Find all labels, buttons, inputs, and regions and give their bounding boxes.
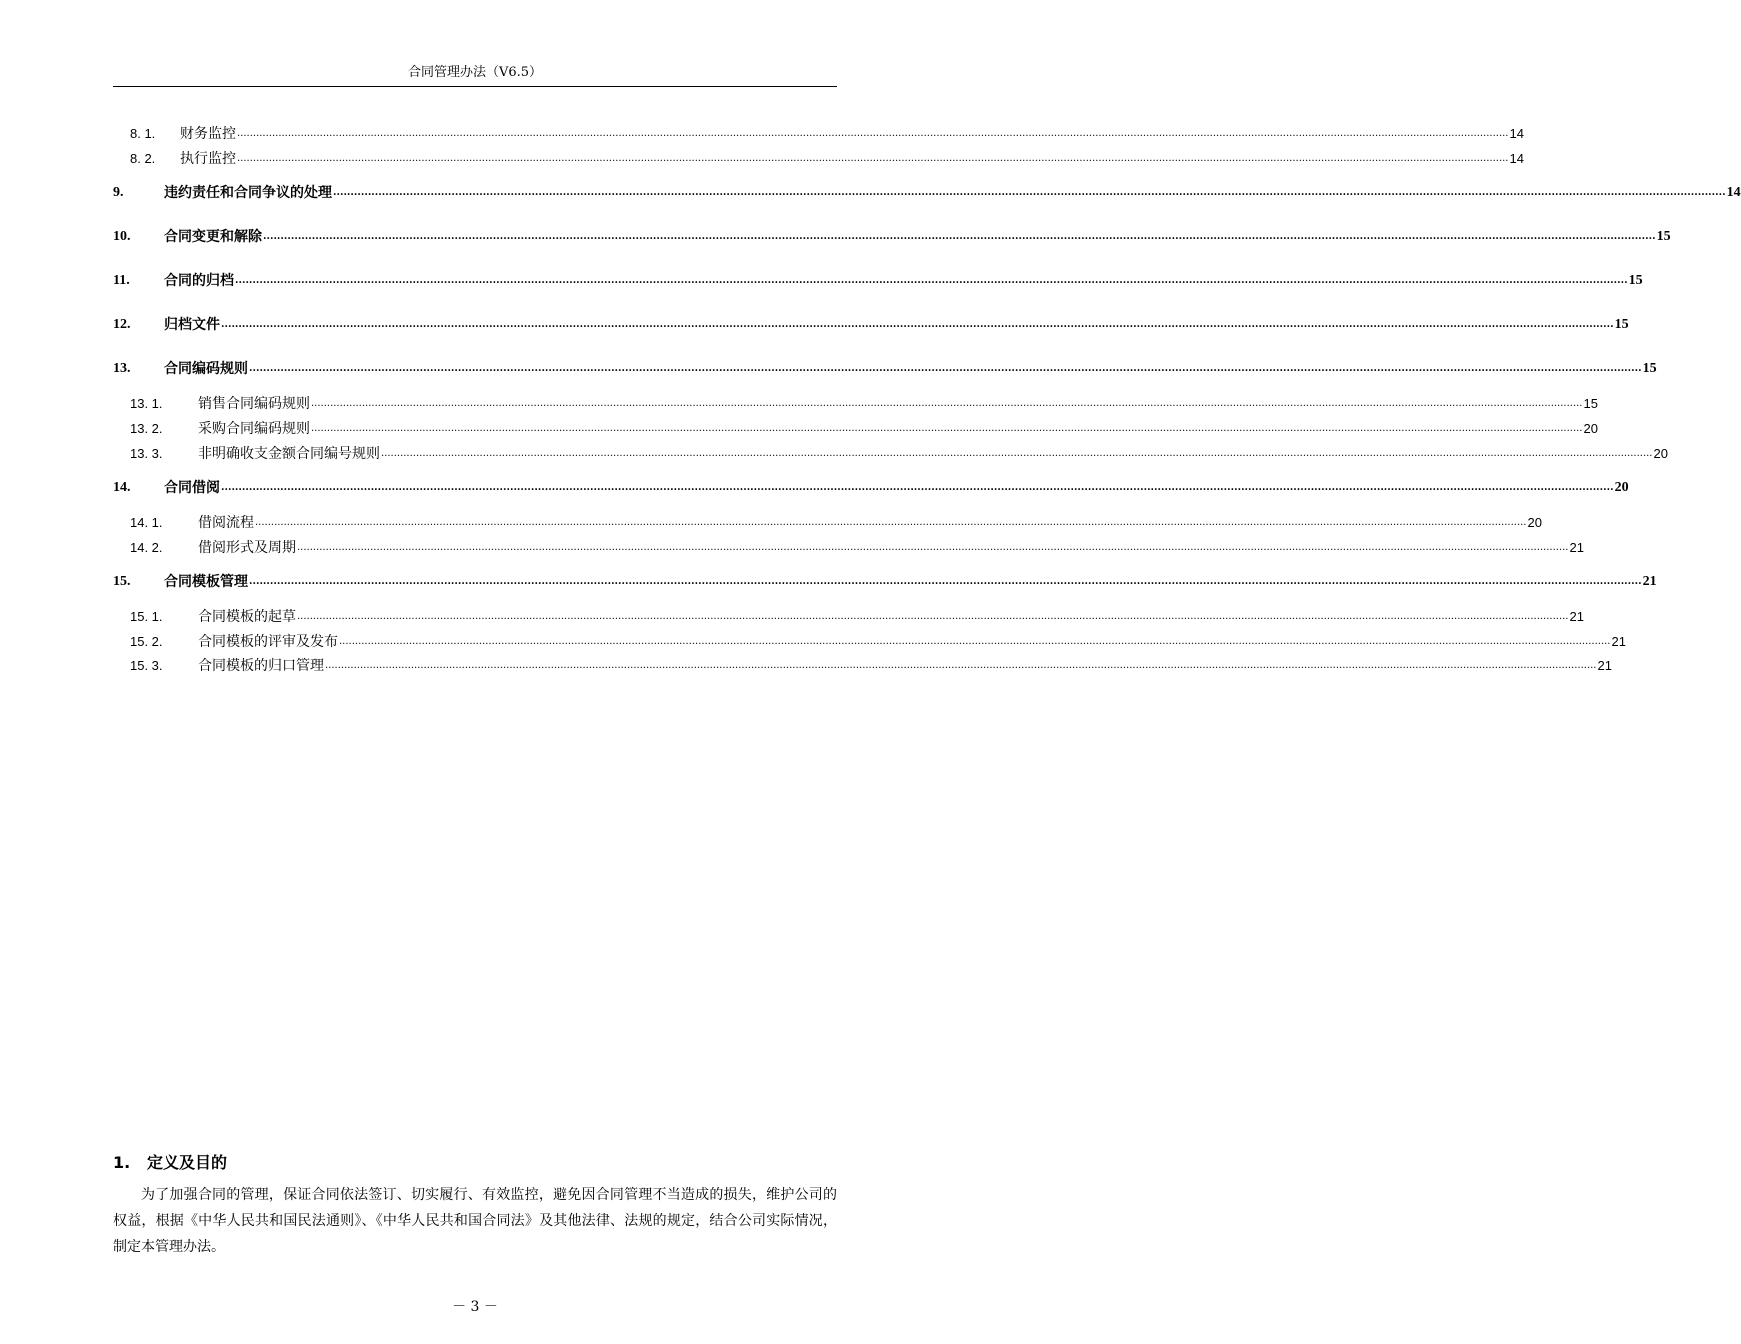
toc-entry-title: 执行监控 xyxy=(180,151,236,167)
toc-dot-leader: ................................................................................................................................................................................................................................................................................................................................................................................................................ xyxy=(237,128,1509,139)
toc-entry-title: 合同编码规则 xyxy=(164,361,248,377)
toc-entry-page: 20 xyxy=(1653,446,1668,461)
toc-entry[interactable] xyxy=(113,656,1612,676)
toc-entry-number: 15. xyxy=(113,574,131,589)
toc-entry-number: 15. 1. xyxy=(130,609,163,624)
toc-entry-number: 15. 2. xyxy=(130,634,163,649)
toc-entry-number: 10. xyxy=(113,229,131,244)
toc-entry[interactable] xyxy=(113,149,1524,169)
toc-dot-leader: ................................................................................................................................................................................................................................................................................................................................................................................................................ xyxy=(297,542,1569,553)
toc-entry[interactable] xyxy=(113,419,1598,439)
toc-entry-title: 合同借阅 xyxy=(164,480,220,496)
toc-entry-page: 21 xyxy=(1569,609,1584,624)
toc-dot-leader: ................................................................................................................................................................................................................................................................................................................................................................................................................ xyxy=(339,636,1611,647)
toc-entry[interactable] xyxy=(113,513,1542,533)
toc-dot-leader: ................................................................................................................................................................................................................................................................................................................................................................................................................ xyxy=(249,363,1642,374)
toc-entry-page: 21 xyxy=(1642,574,1657,589)
toc-entry[interactable] xyxy=(113,315,1629,335)
toc-entry-page: 20 xyxy=(1527,515,1542,530)
toc-entry-page: 20 xyxy=(1614,480,1629,495)
toc-entry-number: 15. 3. xyxy=(130,658,163,673)
toc-dot-leader: ................................................................................................................................................................................................................................................................................................................................................................................................................ xyxy=(221,482,1614,493)
toc-entry-page: 15 xyxy=(1583,396,1598,411)
toc-entry-number: 13. 2. xyxy=(130,421,163,436)
toc-entry[interactable] xyxy=(113,607,1584,627)
toc-entry-page: 20 xyxy=(1583,421,1598,436)
toc-dot-leader: ................................................................................................................................................................................................................................................................................................................................................................................................................ xyxy=(255,517,1527,528)
toc-entry[interactable] xyxy=(113,478,1629,498)
toc-entry-number: 13. xyxy=(113,361,131,376)
section-heading xyxy=(113,1150,227,1173)
toc-entry-number: 14. 1. xyxy=(130,515,163,530)
toc-entry-title: 借阅形式及周期 xyxy=(198,540,296,556)
toc-entry[interactable] xyxy=(113,632,1626,652)
toc-dot-leader: ................................................................................................................................................................................................................................................................................................................................................................................................................ xyxy=(311,398,1583,409)
toc-entry-title: 财务监控 xyxy=(180,126,236,142)
toc-entry-title: 合同模板的归口管理 xyxy=(198,658,324,674)
toc-entry[interactable] xyxy=(113,359,1657,379)
section-paragraph: 为了加强合同的管理，保证合同依法签订、切实履行、有效监控，避免因合同管理不当造成的损失，维护公司的权益，根据《中华人民共和国民法通则》、《中华人民共和国合同法》及其他法律、法规的规定，结合公司实际情况，制定本管理办法。 xyxy=(113,1187,837,1255)
toc-dot-leader: ................................................................................................................................................................................................................................................................................................................................................................................................................ xyxy=(235,275,1628,286)
toc-dot-leader: ................................................................................................................................................................................................................................................................................................................................................................................................................ xyxy=(311,423,1583,434)
toc-entry-number: 14. xyxy=(113,480,131,495)
toc-entry-page: 14 xyxy=(1726,185,1741,200)
toc-entry-page: 15 xyxy=(1656,229,1671,244)
toc-dot-leader: ................................................................................................................................................................................................................................................................................................................................................................................................................ xyxy=(325,660,1597,671)
page-footer xyxy=(0,1296,950,1316)
toc-dot-leader: ................................................................................................................................................................................................................................................................................................................................................................................................................ xyxy=(333,187,1726,198)
toc-entry[interactable] xyxy=(113,124,1524,144)
toc-dot-leader: ................................................................................................................................................................................................................................................................................................................................................................................................................ xyxy=(297,611,1569,622)
toc-dot-leader: ................................................................................................................................................................................................................................................................................................................................................................................................................ xyxy=(237,153,1509,164)
toc-entry-number: 8. 2. xyxy=(130,151,156,166)
toc-entry-title: 合同变更和解除 xyxy=(164,229,262,245)
toc-dot-leader: ................................................................................................................................................................................................................................................................................................................................................................................................................ xyxy=(221,319,1614,330)
toc-entry[interactable] xyxy=(113,538,1584,558)
section-number: 1. xyxy=(113,1153,131,1172)
toc-entry[interactable] xyxy=(113,271,1643,291)
toc-entry-title: 销售合同编码规则 xyxy=(198,396,310,412)
toc-entry[interactable] xyxy=(113,394,1598,414)
toc-entry-title: 借阅流程 xyxy=(198,515,254,531)
toc-entry-title: 合同模板的起草 xyxy=(198,609,296,625)
toc-entry-title: 合同模板的评审及发布 xyxy=(198,634,338,650)
toc-entry-page: 15 xyxy=(1642,361,1657,376)
toc-entry[interactable] xyxy=(113,227,1671,247)
toc-entry-page: 15 xyxy=(1614,317,1629,332)
toc-dot-leader: ................................................................................................................................................................................................................................................................................................................................................................................................................ xyxy=(381,448,1653,459)
toc-entry-number: 13. 3. xyxy=(130,446,163,461)
toc-entry[interactable] xyxy=(113,444,1668,464)
toc-entry-title: 合同模板管理 xyxy=(164,574,248,590)
toc-dot-leader: ................................................................................................................................................................................................................................................................................................................................................................................................................ xyxy=(249,576,1642,587)
toc-entry-title: 非明确收支金额合同编号规则 xyxy=(198,446,380,462)
page-header xyxy=(113,62,837,87)
toc-entry-page: 21 xyxy=(1611,634,1626,649)
toc-entry-page: 14 xyxy=(1509,151,1524,166)
toc-entry-title: 归档文件 xyxy=(164,317,220,333)
toc-entry-number: 12. xyxy=(113,317,131,332)
toc-entry-title: 采购合同编码规则 xyxy=(198,421,310,437)
toc-entry-page: 21 xyxy=(1569,540,1584,555)
toc-entry-title: 违约责任和合同争议的处理 xyxy=(164,185,332,201)
toc-dot-leader: ................................................................................................................................................................................................................................................................................................................................................................................................................ xyxy=(263,231,1656,242)
toc-entry-title: 合同的归档 xyxy=(164,273,234,289)
toc-entry-page: 15 xyxy=(1628,273,1643,288)
toc-entry[interactable] xyxy=(113,572,1657,592)
toc-entry-number: 14. 2. xyxy=(130,540,163,555)
toc-entry-number: 8. 1. xyxy=(130,126,156,141)
toc-entry[interactable] xyxy=(113,183,1741,203)
toc-entry-page: 14 xyxy=(1509,126,1524,141)
toc-entry-number: 13. 1. xyxy=(130,396,163,411)
toc-entry-number: 9. xyxy=(113,185,124,200)
toc-entry-page: 21 xyxy=(1597,658,1612,673)
section-title: 定义及目的 xyxy=(147,1153,228,1172)
toc-entry-number: 11. xyxy=(113,273,130,288)
header-title: 合同管理办法（V6.5） xyxy=(407,65,543,80)
page-number: － 3 － xyxy=(452,1299,498,1315)
